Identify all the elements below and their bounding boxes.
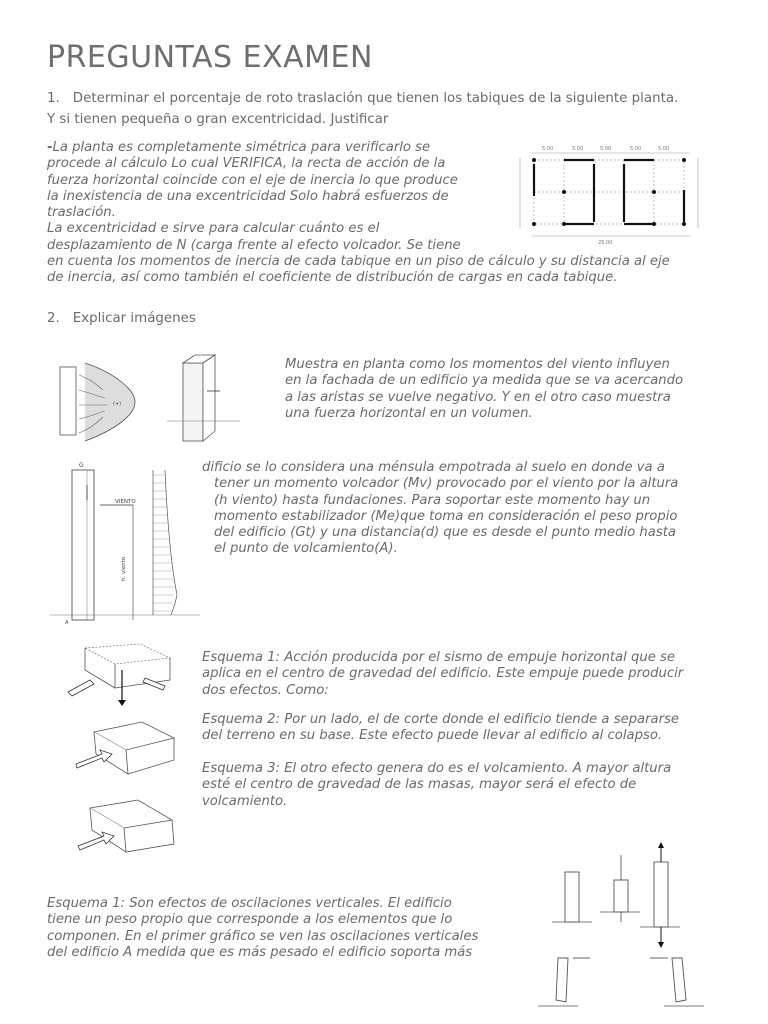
plan-total-dim: 25.00	[598, 240, 613, 246]
answer-1-line-7: desplazamiento de N (carga frente al efecto volcador. Se tiene	[47, 237, 461, 253]
answer-1-line-2: procede al cálculo Lo cual VERIFICA, la recta de acción de la	[47, 156, 446, 172]
question-1-text: Determinar el porcentaje de roto traslación que tienen los tabiques de la siguiente planta.	[72, 91, 679, 106]
wind-explanation: Muestra en planta como los momentos del viento influyen en la fachada de un edificio ya medida que se va acercando a las aristas se vuelve negativo. Y en el otro caso muestra una fuerza horizontal en un volumen.	[285, 357, 684, 421]
question-1-line-1	[47, 88, 678, 109]
label-a: A	[65, 620, 69, 626]
question-2-heading	[47, 308, 196, 329]
answer-1-line-9: de inercia, así como también el coeficiente de distribución de cargas en cada tabique.	[47, 270, 618, 286]
plan-dim-3: 5.00	[600, 146, 612, 152]
answer-1-line-8: en cuenta los momentos de inercia de cada tabique en un piso de cálculo y su distancia al eje	[47, 254, 670, 270]
question-2-text: Explicar imágenes	[72, 311, 196, 326]
page-title: PREGUNTAS EXAMEN	[47, 40, 373, 75]
plan-dim-2: 5.00	[572, 146, 584, 152]
question-1-line-2: Y si tienen pequeña o gran excentricidad. Justificar	[47, 112, 389, 127]
answer-1-line-4: la inexistencia de una excentricidad Solo habrá esfuerzos de	[47, 188, 449, 204]
esquema-2-explanation: Esquema 2: Por un lado, el de corte donde el edificio tiende a separarse del terreno en su base. Este efecto puede llevar al edificio al colapso.	[202, 712, 680, 744]
answer-1-line-6: La excentricidad e sirve para calcular cuánto es el	[47, 221, 380, 237]
plan-dim-5: 5.00	[658, 146, 670, 152]
floor-plan-figure	[512, 138, 708, 248]
vertical-oscillation-figure	[528, 840, 718, 1015]
answer-dash: -	[47, 140, 53, 155]
esquema-1-explanation: Esquema 1: Acción producida por el sismo de empuje horizontal que se aplica en el centro de gravedad del edificio. Este empuje puede producir dos efectos. Como:	[202, 650, 684, 698]
question-2-number: 2.	[47, 311, 60, 326]
answer-1-line-1: -La planta es completamente simétrica para verificarlo se	[47, 140, 431, 155]
cantilever-explanation: dificio se lo considera una ménsula empotrada al suelo en donde va a tener un momento volcador (Mv) provocado por el viento por la altura (h viento) hasta fundaciones. Para soportar este momento hay un momento estabilizador (Me)que toma en consideración el peso propio del edificio (Gt) y una distancia(d) que es desde el punto medio hasta el punto de volcamiento(A).	[202, 460, 679, 557]
label-h-viento: h. viento	[121, 556, 127, 581]
cantilever-building-figure	[45, 455, 205, 630]
svg-text:(+): (+)	[113, 401, 122, 407]
label-viento: VIENTO	[115, 499, 136, 505]
label-g: G	[79, 462, 84, 469]
plan-dim-1: 5.00	[542, 146, 554, 152]
shear-block-figure	[72, 718, 182, 783]
esquema-oscilaciones-explanation: Esquema 1: Son efectos de oscilaciones verticales. El edificio tiene un peso propio que corresponde a los elementos que lo componen. En el primer gráfico se ven las oscilaciones verticales del edificio A medida que es más pesado el edificio soporta más	[47, 896, 479, 960]
answer-1-line-3: fuerza horizontal coincide con el eje de inercia lo que produce	[47, 172, 458, 188]
wind-pressure-figure	[55, 355, 245, 447]
esquema-3-explanation: Esquema 3: El otro efecto genera do es el volcamiento. A mayor altura esté el centro de gravedad de las masas, mayor será el efecto de volcamiento.	[202, 761, 672, 809]
overturn-block-figure	[72, 798, 182, 860]
plan-dim-4: 5.00	[630, 146, 642, 152]
answer-1-line-5: traslación.	[47, 205, 116, 221]
question-1-number: 1.	[47, 91, 60, 106]
seismic-push-figure	[60, 640, 180, 710]
